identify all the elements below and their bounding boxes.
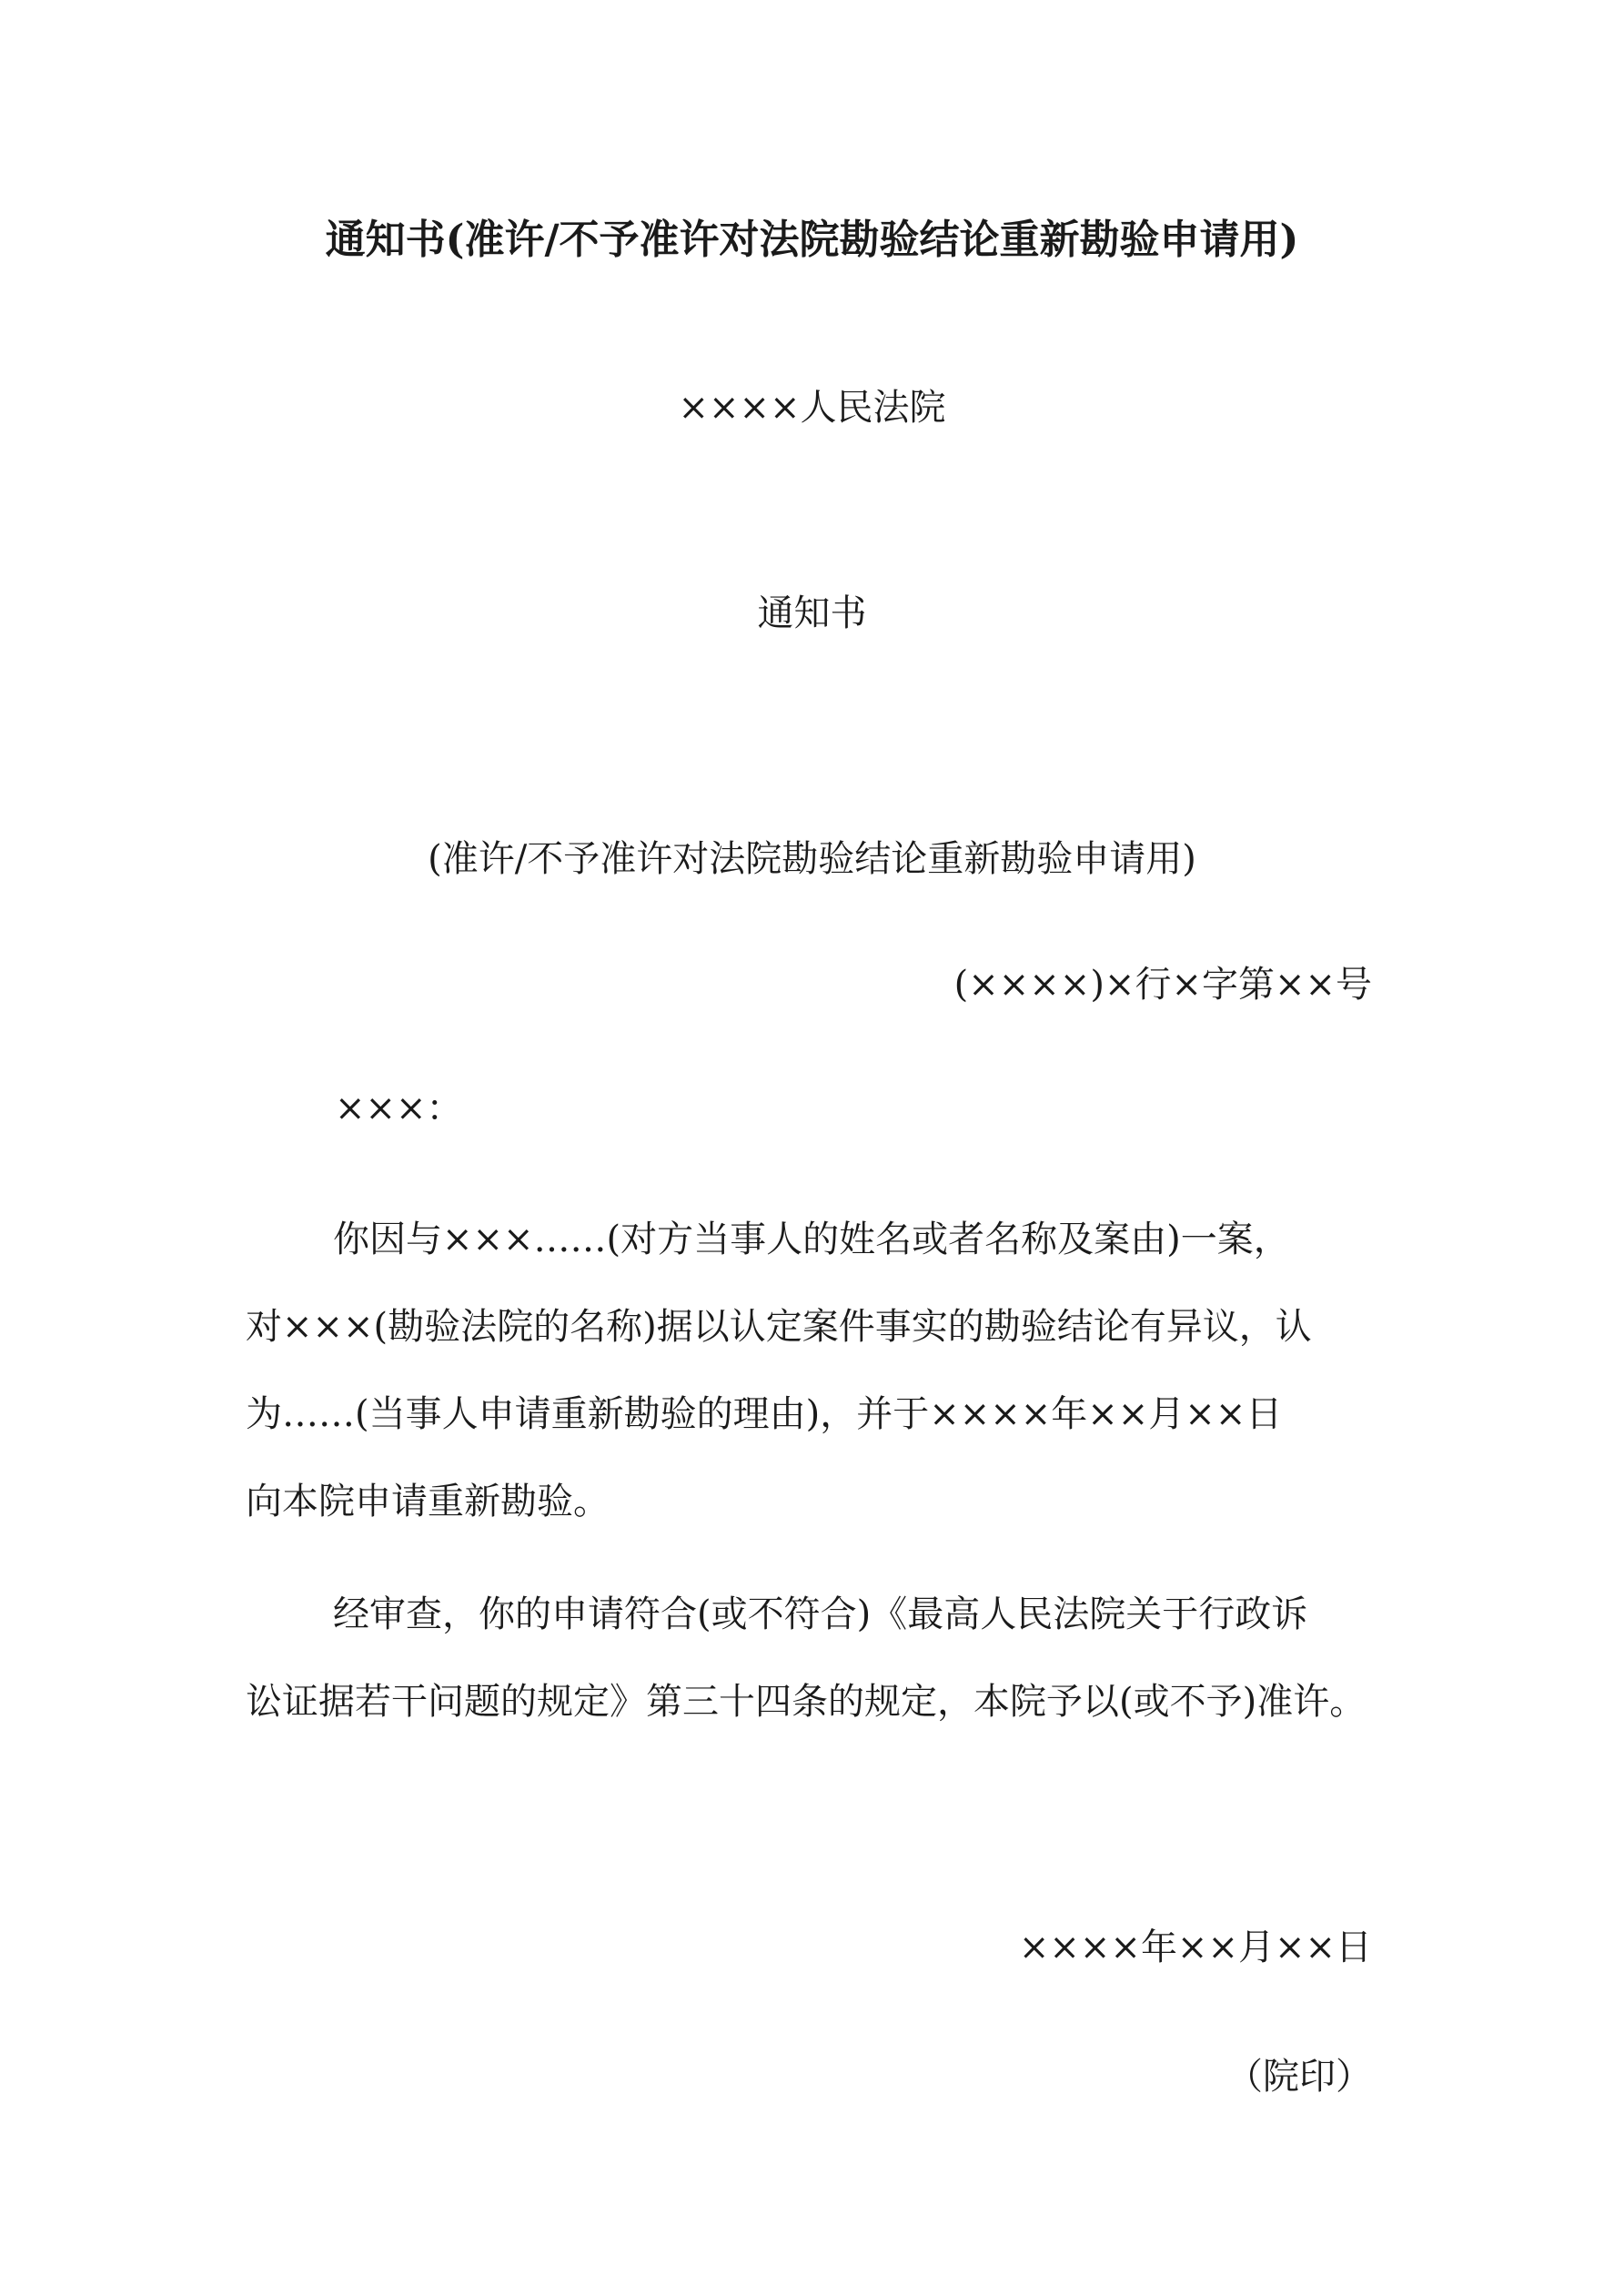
paragraph-review — [246, 1571, 1374, 1745]
document-type-heading: 通知书 — [757, 592, 867, 634]
addressee: ×××： — [335, 1087, 463, 1129]
paragraph-line: 对×××(勘验法院的名称)据以认定案件事实的勘验结论有异议，认 — [246, 1306, 1312, 1348]
document-date: ××××年××月××日 — [1018, 1927, 1372, 1968]
paragraph-line: 向本院申请重新勘验。 — [246, 1481, 610, 1522]
paragraph-application — [246, 1196, 1374, 1545]
case-number: (××××)×行×字第××号 — [953, 964, 1372, 1006]
document-title: 通知书(准许/不予准许对法院勘验结论重新勘验申请用) — [325, 217, 1299, 263]
paragraph-line: 你因与×××……(对方当事人的姓名或者名称及案由)一案， — [333, 1219, 1290, 1260]
document-subtitle: (准许/不予准许对法院勘验结论重新勘验申请用) — [428, 838, 1196, 880]
paragraph-line: 讼证据若干问题的规定》第三十四条的规定，本院予以(或不予)准许。 — [246, 1681, 1367, 1723]
paragraph-line: 为……(当事人申请重新勘验的理由)，并于××××年××月××日 — [246, 1393, 1283, 1435]
court-name: ××××人民法院 — [678, 387, 946, 429]
paragraph-line: 经审查，你的申请符合(或不符合)《最高人民法院关于行政诉 — [333, 1593, 1308, 1635]
court-seal: （院印） — [1226, 2056, 1372, 2098]
